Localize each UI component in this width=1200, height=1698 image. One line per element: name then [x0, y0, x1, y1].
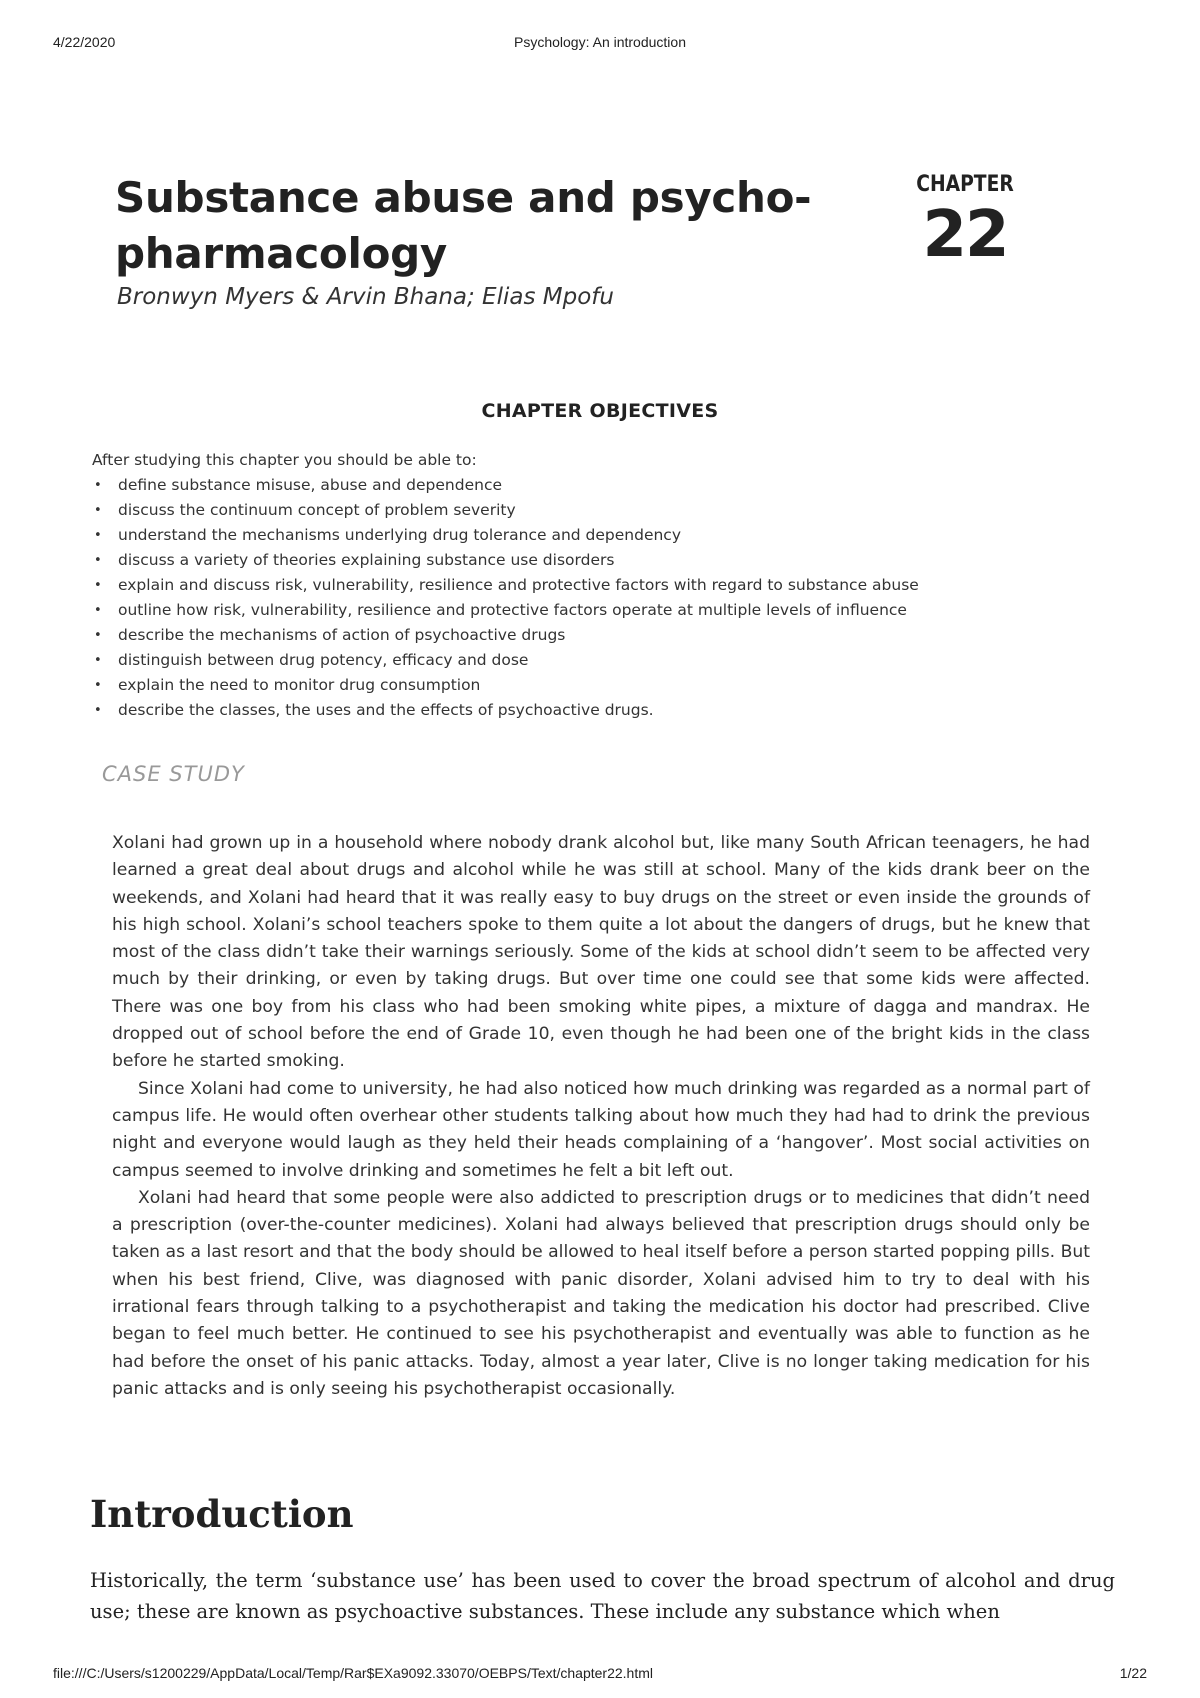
bullet-icon: •	[94, 553, 102, 568]
chapter-number-badge	[905, 172, 1025, 273]
objectives-section	[92, 448, 1122, 723]
bullet-icon: •	[94, 603, 102, 618]
case-study-label: CASE STUDY	[102, 762, 245, 786]
list-item: • discuss the continuum concept of problem severity	[92, 498, 1122, 523]
list-item: • understand the mechanisms underlying drug tolerance and dependency	[92, 523, 1122, 548]
list-item: • describe the mechanisms of action of psychoactive drugs	[92, 623, 1122, 648]
introduction-body: Historically, the term ‘substance use’ has been used to cover the broad spectrum of alcohol and drug use; these are known as psychoactive substances. These include any substance which when	[90, 1569, 1115, 1623]
chapter-authors: Bronwyn Myers & Arvin Bhana; Elias Mpofu	[117, 284, 614, 310]
bullet-icon: •	[94, 678, 102, 693]
case-study-paragraph: Since Xolani had come to university, he had also noticed how much drinking was regarded as a normal part of campus life. He would often overhear other students talking about how much they had had to drink the previous night and everyone would laugh as they held their heads complaining of a ‘hangover’. Most social activities on campus seemed to involve drinking and sometimes he felt a bit left out.	[112, 1078, 1090, 1181]
objectives-heading: CHAPTER OBJECTIVES	[481, 400, 719, 422]
chapter-title: Substance abuse and psycho-pharmacology	[115, 173, 812, 278]
bullet-icon: •	[94, 653, 102, 668]
case-study-text	[112, 830, 1090, 1403]
bullet-icon: •	[94, 703, 102, 718]
chapter-number: 22	[922, 198, 1008, 272]
print-file-url: file:///C:/Users/s1200229/AppData/Local/Temp/Rar$EXa9092.33070/OEBPS/Text/chapter22.html	[53, 1665, 654, 1681]
bullet-icon: •	[94, 528, 102, 543]
list-item: • distinguish between drug potency, efficacy and dose	[92, 648, 1122, 673]
list-item: • outline how risk, vulnerability, resilience and protective factors operate at multiple levels of influence	[92, 598, 1122, 623]
bullet-icon: •	[94, 628, 102, 643]
list-item: • describe the classes, the uses and the effects of psychoactive drugs.	[92, 698, 1122, 723]
bullet-icon: •	[94, 503, 102, 518]
introduction-heading: Introduction	[90, 1492, 354, 1536]
list-item: • discuss a variety of theories explaining substance use disorders	[92, 548, 1122, 573]
bullet-icon: •	[94, 478, 102, 493]
list-item: • define substance misuse, abuse and dependence	[92, 473, 1122, 498]
case-study-paragraph: Xolani had heard that some people were also addicted to prescription drugs or to medicines that didn’t need a prescription (over-the-counter medicines). Xolani had always believed that prescription drugs should only be taken as a last resort and that the body should be allowed to heal itself before a person started popping pills. But when his best friend, Clive, was diagnosed with panic disorder, Xolani advised him to try to deal with his irrational fears through talking to a psychotherapist and taking the medication his doctor had prescribed. Clive began to feel much better. He continued to see his psychotherapist and eventually was able to function as he had before the onset of his panic attacks. Today, almost a year later, Clive is no longer taking medication for his panic attacks and is only seeing his psychotherapist occasionally.	[112, 1187, 1090, 1399]
bullet-icon: •	[94, 578, 102, 593]
print-date: 4/22/2020	[53, 34, 116, 50]
list-item: • explain the need to monitor drug consumption	[92, 673, 1122, 698]
objectives-intro: After studying this chapter you should be able to:	[92, 451, 477, 469]
list-item: • explain and discuss risk, vulnerability, resilience and protective factors with regard to substance abuse	[92, 573, 1122, 598]
case-study-paragraph: Xolani had grown up in a household where nobody drank alcohol but, like many South African teenagers, he had learned a great deal about drugs and alcohol while he was still at school. Many of the kids drank beer on the weekends, and Xolani had heard that it was really easy to buy drugs on the street or even inside the grounds of his high school. Xolani’s school teachers spoke to them quite a lot about the dangers of drugs, but he knew that most of the class didn’t take their warnings seriously. Some of the kids at school didn’t seem to be affected very much by their drinking, or even by taking drugs. But over time one could see that some kids were affected. There was one boy from his class who had been smoking white pipes, a mixture of dagga and mandrax. He dropped out of school before the end of Grade 10, even though he had been one of the bright kids in the class before he started smoking.	[112, 833, 1090, 1072]
objectives-list	[92, 473, 1122, 723]
print-page-number: 1/22	[1119, 1665, 1147, 1681]
print-page-title: Psychology: An introduction	[514, 34, 686, 50]
chapter-label: CHAPTER	[916, 172, 1014, 197]
